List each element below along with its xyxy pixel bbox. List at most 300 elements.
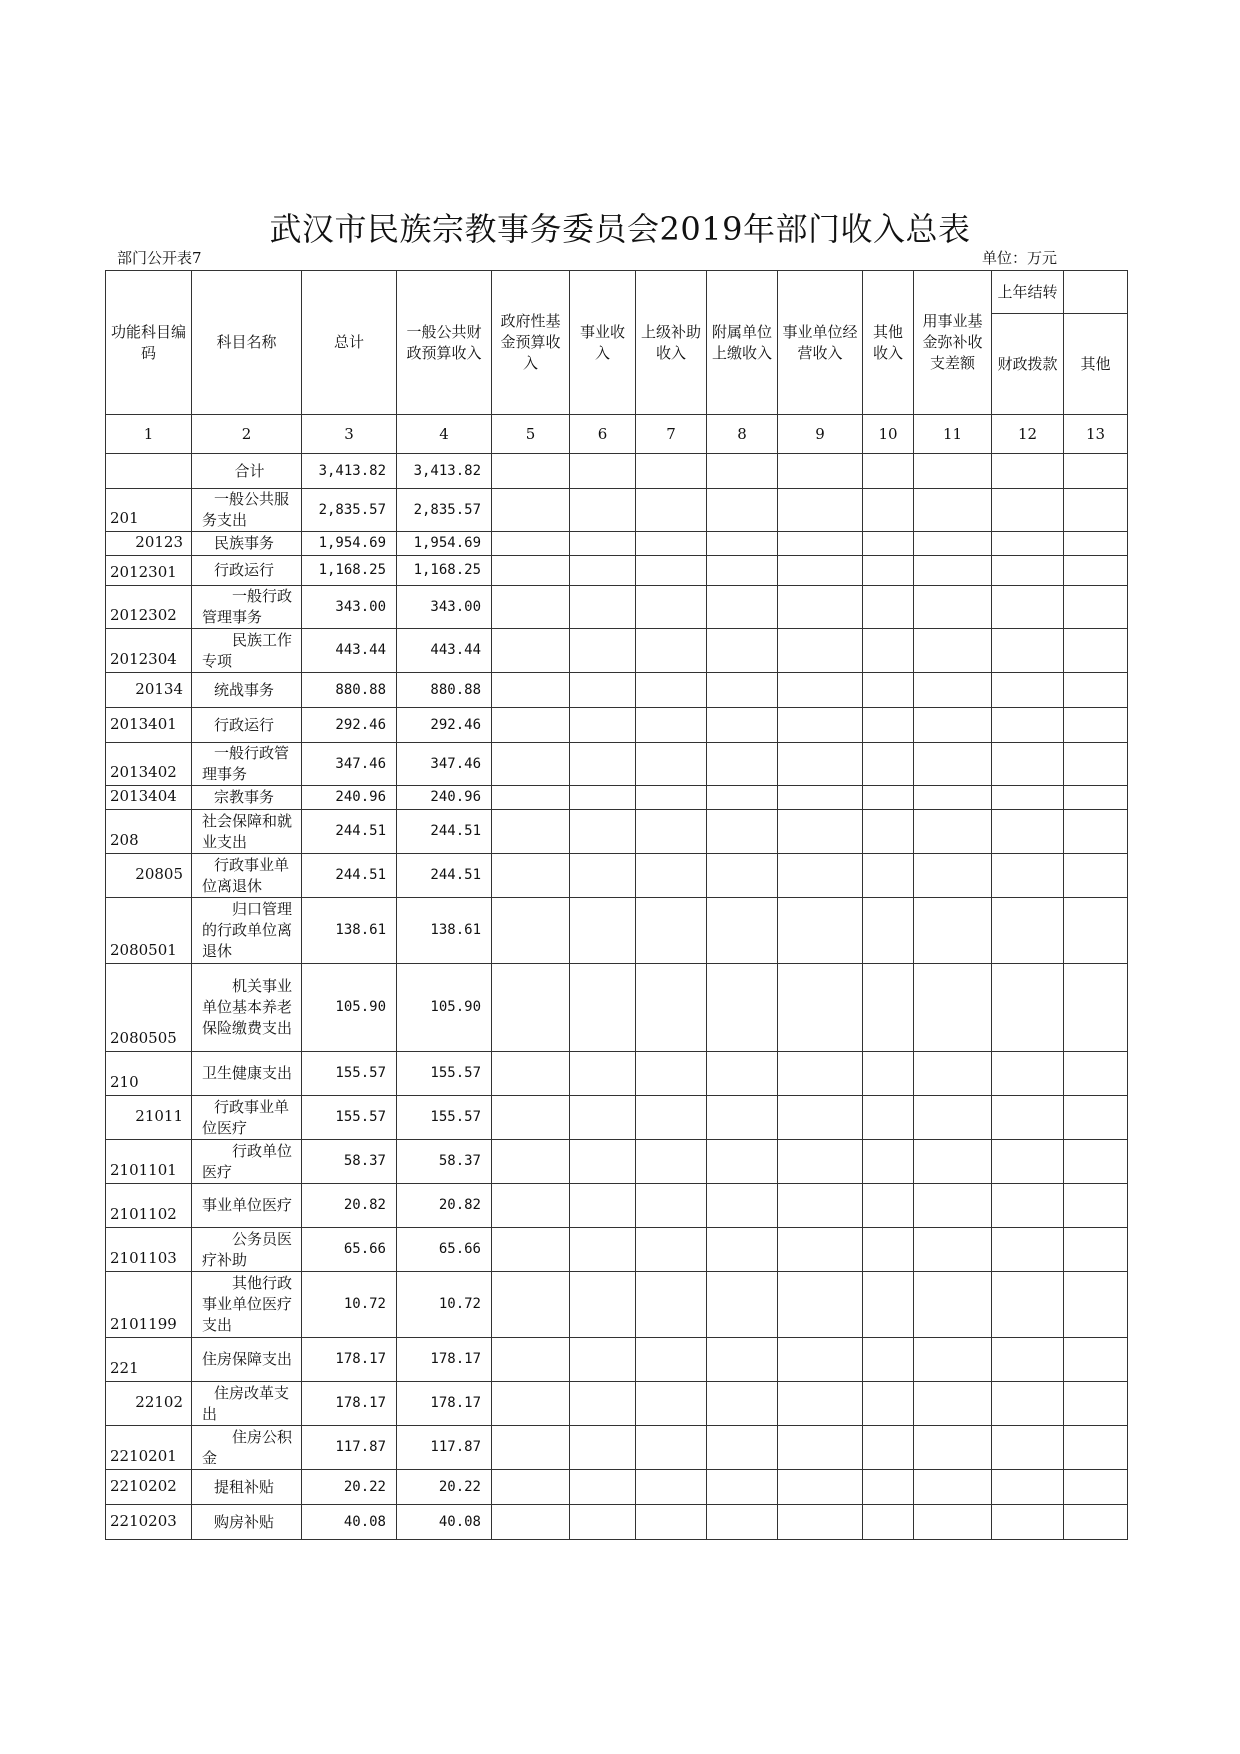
code-cell: 2013401: [106, 708, 192, 743]
header-name: 科目名称: [192, 271, 302, 415]
empty-cell: [707, 854, 778, 898]
empty-cell: [778, 556, 863, 586]
empty-cell: [570, 786, 636, 810]
empty-cell: [914, 1470, 992, 1505]
empty-cell: [778, 1426, 863, 1470]
empty-cell: [863, 708, 914, 743]
code-cell: 2210203: [106, 1505, 192, 1540]
empty-cell: [570, 854, 636, 898]
empty-cell: [1064, 673, 1128, 708]
empty-cell: [570, 1505, 636, 1540]
empty-cell: [570, 708, 636, 743]
table-row: [106, 532, 1128, 556]
empty-cell: [863, 1096, 914, 1140]
empty-cell: [992, 1505, 1064, 1540]
empty-cell: [914, 786, 992, 810]
empty-cell: [914, 810, 992, 854]
empty-cell: [636, 532, 707, 556]
empty-cell: [492, 708, 570, 743]
empty-cell: [707, 1338, 778, 1382]
empty-cell: [707, 556, 778, 586]
name-cell: 归口管理的行政单位离退休: [192, 898, 302, 964]
empty-cell: [570, 1426, 636, 1470]
empty-cell: [1064, 1338, 1128, 1382]
empty-cell: [778, 1470, 863, 1505]
general-budget-cell: 117.87: [397, 1426, 492, 1470]
empty-cell: [992, 489, 1064, 532]
empty-cell: [778, 489, 863, 532]
general-budget-cell: 58.37: [397, 1140, 492, 1184]
empty-cell: [636, 1470, 707, 1505]
empty-cell: [992, 743, 1064, 786]
general-budget-cell: 880.88: [397, 673, 492, 708]
empty-cell: [1064, 1272, 1128, 1338]
empty-cell: [492, 1228, 570, 1272]
empty-cell: [914, 1052, 992, 1096]
empty-cell: [636, 898, 707, 964]
empty-cell: [778, 454, 863, 489]
header-carryover-other: 其他: [1064, 314, 1128, 415]
empty-cell: [914, 1140, 992, 1184]
name-cell: 提租补贴: [192, 1470, 302, 1505]
code-cell: 2012302: [106, 586, 192, 629]
empty-cell: [992, 673, 1064, 708]
general-budget-cell: 347.46: [397, 743, 492, 786]
name-cell: 事业单位医疗: [192, 1184, 302, 1228]
empty-cell: [992, 1184, 1064, 1228]
empty-cell: [570, 1096, 636, 1140]
total-cell: 20.82: [302, 1184, 397, 1228]
name-cell: 住房改革支出: [192, 1382, 302, 1426]
total-cell: 10.72: [302, 1272, 397, 1338]
empty-cell: [570, 454, 636, 489]
empty-cell: [492, 786, 570, 810]
code-cell: [106, 454, 192, 489]
header-affiliated-payment: 附属单位上缴收入: [707, 271, 778, 415]
code-cell: 20134: [106, 673, 192, 708]
empty-cell: [778, 1272, 863, 1338]
empty-cell: [914, 629, 992, 673]
header-carryover-blank: [1064, 271, 1128, 314]
empty-cell: [778, 786, 863, 810]
general-budget-cell: 343.00: [397, 586, 492, 629]
empty-cell: [492, 1426, 570, 1470]
total-cell: 155.57: [302, 1096, 397, 1140]
empty-cell: [707, 673, 778, 708]
empty-cell: [707, 532, 778, 556]
empty-cell: [1064, 1426, 1128, 1470]
empty-cell: [992, 1338, 1064, 1382]
general-budget-cell: 138.61: [397, 898, 492, 964]
general-budget-cell: 178.17: [397, 1382, 492, 1426]
empty-cell: [707, 1096, 778, 1140]
empty-cell: [636, 1184, 707, 1228]
empty-cell: [992, 1228, 1064, 1272]
empty-cell: [1064, 1096, 1128, 1140]
empty-cell: [863, 673, 914, 708]
empty-cell: [914, 743, 992, 786]
empty-cell: [570, 810, 636, 854]
empty-cell: [707, 1052, 778, 1096]
empty-cell: [707, 810, 778, 854]
empty-cell: [707, 454, 778, 489]
table-row: [106, 964, 1128, 1052]
empty-cell: [570, 489, 636, 532]
general-budget-cell: 155.57: [397, 1096, 492, 1140]
empty-cell: [914, 454, 992, 489]
table-row: [106, 1470, 1128, 1505]
empty-cell: [636, 743, 707, 786]
total-cell: 292.46: [302, 708, 397, 743]
general-budget-cell: 240.96: [397, 786, 492, 810]
empty-cell: [492, 586, 570, 629]
empty-cell: [863, 1272, 914, 1338]
empty-cell: [863, 1338, 914, 1382]
empty-cell: [570, 1140, 636, 1184]
total-cell: 1,954.69: [302, 532, 397, 556]
empty-cell: [914, 673, 992, 708]
empty-cell: [992, 708, 1064, 743]
empty-cell: [570, 1228, 636, 1272]
empty-cell: [707, 586, 778, 629]
empty-cell: [992, 898, 1064, 964]
code-cell: 221: [106, 1338, 192, 1382]
empty-cell: [1064, 1140, 1128, 1184]
name-cell: 合计: [192, 454, 302, 489]
page-title: 武汉市民族宗教事务委员会2019年部门收入总表: [269, 210, 971, 248]
table-row: [106, 1426, 1128, 1470]
total-cell: 240.96: [302, 786, 397, 810]
empty-cell: [863, 810, 914, 854]
empty-cell: [992, 454, 1064, 489]
header-carryover-group: 上年结转: [992, 271, 1064, 314]
empty-cell: [492, 810, 570, 854]
code-cell: 208: [106, 810, 192, 854]
general-budget-cell: 105.90: [397, 964, 492, 1052]
empty-cell: [778, 1228, 863, 1272]
empty-cell: [570, 586, 636, 629]
empty-cell: [863, 1052, 914, 1096]
empty-cell: [636, 1505, 707, 1540]
empty-cell: [492, 532, 570, 556]
total-cell: 155.57: [302, 1052, 397, 1096]
empty-cell: [778, 810, 863, 854]
total-cell: 244.51: [302, 810, 397, 854]
table-row: [106, 743, 1128, 786]
empty-cell: [1064, 708, 1128, 743]
empty-cell: [707, 1228, 778, 1272]
name-cell: 行政运行: [192, 708, 302, 743]
code-cell: 2210201: [106, 1426, 192, 1470]
name-cell: 卫生健康支出: [192, 1052, 302, 1096]
empty-cell: [570, 1382, 636, 1426]
table-row: [106, 810, 1128, 854]
empty-cell: [570, 898, 636, 964]
empty-cell: [707, 489, 778, 532]
table-row: [106, 629, 1128, 673]
column-index-row: [106, 415, 1128, 454]
empty-cell: [492, 1052, 570, 1096]
empty-cell: [1064, 556, 1128, 586]
index-cell: 7: [636, 415, 707, 454]
empty-cell: [570, 1272, 636, 1338]
empty-cell: [992, 1272, 1064, 1338]
empty-cell: [570, 1184, 636, 1228]
empty-cell: [778, 1505, 863, 1540]
empty-cell: [778, 708, 863, 743]
total-cell: 880.88: [302, 673, 397, 708]
empty-cell: [1064, 898, 1128, 964]
code-cell: 20123: [106, 532, 192, 556]
total-cell: 138.61: [302, 898, 397, 964]
empty-cell: [992, 586, 1064, 629]
code-cell: 2013404: [106, 786, 192, 810]
empty-cell: [707, 1184, 778, 1228]
general-budget-cell: 20.22: [397, 1470, 492, 1505]
table-row: [106, 786, 1128, 810]
empty-cell: [492, 629, 570, 673]
total-cell: 1,168.25: [302, 556, 397, 586]
table-row: [106, 854, 1128, 898]
code-cell: 21011: [106, 1096, 192, 1140]
name-cell: 住房保障支出: [192, 1338, 302, 1382]
empty-cell: [636, 1096, 707, 1140]
empty-cell: [992, 1096, 1064, 1140]
empty-cell: [570, 532, 636, 556]
empty-cell: [636, 629, 707, 673]
empty-cell: [992, 629, 1064, 673]
name-cell: 统战事务: [192, 673, 302, 708]
empty-cell: [778, 1052, 863, 1096]
code-cell: 210: [106, 1052, 192, 1096]
empty-cell: [707, 708, 778, 743]
empty-cell: [1064, 1184, 1128, 1228]
empty-cell: [707, 786, 778, 810]
empty-cell: [1064, 1505, 1128, 1540]
name-cell: 一般行政管理事务: [192, 743, 302, 786]
empty-cell: [914, 1338, 992, 1382]
index-cell: 5: [492, 415, 570, 454]
general-budget-cell: 10.72: [397, 1272, 492, 1338]
name-cell: 宗教事务: [192, 786, 302, 810]
index-cell: 10: [863, 415, 914, 454]
name-cell: 行政单位医疗: [192, 1140, 302, 1184]
table-row: [106, 586, 1128, 629]
code-cell: 2210202: [106, 1470, 192, 1505]
name-cell: 机关事业单位基本养老保险缴费支出: [192, 964, 302, 1052]
name-cell: 行政事业单位离退休: [192, 854, 302, 898]
total-cell: 343.00: [302, 586, 397, 629]
code-cell: 2080505: [106, 964, 192, 1052]
empty-cell: [636, 964, 707, 1052]
empty-cell: [570, 1470, 636, 1505]
empty-cell: [492, 1505, 570, 1540]
index-cell: 13: [1064, 415, 1128, 454]
empty-cell: [707, 898, 778, 964]
empty-cell: [863, 743, 914, 786]
empty-cell: [778, 964, 863, 1052]
empty-cell: [707, 1382, 778, 1426]
empty-cell: [1064, 786, 1128, 810]
empty-cell: [636, 586, 707, 629]
empty-cell: [636, 1338, 707, 1382]
empty-cell: [863, 532, 914, 556]
empty-cell: [636, 786, 707, 810]
general-budget-cell: 65.66: [397, 1228, 492, 1272]
empty-cell: [992, 1382, 1064, 1426]
empty-cell: [992, 786, 1064, 810]
code-cell: 2013402: [106, 743, 192, 786]
header-carryover-fiscal: 财政拨款: [992, 314, 1064, 415]
empty-cell: [636, 1140, 707, 1184]
empty-cell: [636, 708, 707, 743]
header-business-income: 事业收入: [570, 271, 636, 415]
total-cell: 40.08: [302, 1505, 397, 1540]
empty-cell: [1064, 1382, 1128, 1426]
empty-cell: [992, 556, 1064, 586]
empty-cell: [707, 1470, 778, 1505]
name-cell: 其他行政事业单位医疗支出: [192, 1272, 302, 1338]
empty-cell: [863, 964, 914, 1052]
name-cell: 行政事业单位医疗: [192, 1096, 302, 1140]
general-budget-cell: 20.82: [397, 1184, 492, 1228]
header-gov-fund: 政府性基金预算收入: [492, 271, 570, 415]
header-other-income: 其他收入: [863, 271, 914, 415]
header-fund-offset: 用事业基金弥补收支差额: [914, 271, 992, 415]
header-business-operation: 事业单位经营收入: [778, 271, 863, 415]
empty-cell: [492, 964, 570, 1052]
code-cell: 2012304: [106, 629, 192, 673]
general-budget-cell: 178.17: [397, 1338, 492, 1382]
empty-cell: [863, 898, 914, 964]
total-cell: 244.51: [302, 854, 397, 898]
empty-cell: [1064, 1470, 1128, 1505]
empty-cell: [570, 743, 636, 786]
empty-cell: [492, 1338, 570, 1382]
empty-cell: [863, 489, 914, 532]
empty-cell: [636, 1052, 707, 1096]
general-budget-cell: 244.51: [397, 810, 492, 854]
empty-cell: [707, 964, 778, 1052]
table-row: [106, 1184, 1128, 1228]
general-budget-cell: 155.57: [397, 1052, 492, 1096]
empty-cell: [914, 556, 992, 586]
empty-cell: [992, 810, 1064, 854]
index-cell: 1: [106, 415, 192, 454]
total-cell: 178.17: [302, 1338, 397, 1382]
code-cell: 2101103: [106, 1228, 192, 1272]
index-cell: 3: [302, 415, 397, 454]
empty-cell: [636, 1382, 707, 1426]
header-total: 总计: [302, 271, 397, 415]
table-row: [106, 708, 1128, 743]
general-budget-cell: 443.44: [397, 629, 492, 673]
empty-cell: [707, 1140, 778, 1184]
empty-cell: [707, 743, 778, 786]
empty-cell: [636, 489, 707, 532]
empty-cell: [863, 854, 914, 898]
table-row: [106, 898, 1128, 964]
header-code: 功能科目编码: [106, 271, 192, 415]
table-row: [106, 454, 1128, 489]
empty-cell: [707, 629, 778, 673]
name-cell: 社会保障和就业支出: [192, 810, 302, 854]
total-cell: 58.37: [302, 1140, 397, 1184]
empty-cell: [570, 673, 636, 708]
empty-cell: [1064, 743, 1128, 786]
empty-cell: [1064, 1228, 1128, 1272]
empty-cell: [914, 1272, 992, 1338]
total-cell: 347.46: [302, 743, 397, 786]
empty-cell: [707, 1272, 778, 1338]
empty-cell: [570, 964, 636, 1052]
table-row: [106, 1052, 1128, 1096]
total-cell: 2,835.57: [302, 489, 397, 532]
empty-cell: [863, 1382, 914, 1426]
table-row: [106, 556, 1128, 586]
index-cell: 9: [778, 415, 863, 454]
empty-cell: [778, 586, 863, 629]
empty-cell: [1064, 854, 1128, 898]
empty-cell: [992, 532, 1064, 556]
empty-cell: [570, 556, 636, 586]
empty-cell: [492, 854, 570, 898]
empty-cell: [914, 1096, 992, 1140]
empty-cell: [914, 532, 992, 556]
empty-cell: [914, 1505, 992, 1540]
code-cell: 2012301: [106, 556, 192, 586]
empty-cell: [636, 1272, 707, 1338]
empty-cell: [492, 1272, 570, 1338]
index-cell: 11: [914, 415, 992, 454]
total-cell: 3,413.82: [302, 454, 397, 489]
empty-cell: [492, 1096, 570, 1140]
empty-cell: [492, 1184, 570, 1228]
empty-cell: [1064, 964, 1128, 1052]
empty-cell: [492, 1140, 570, 1184]
name-cell: 行政运行: [192, 556, 302, 586]
table-row: [106, 1096, 1128, 1140]
empty-cell: [992, 1140, 1064, 1184]
empty-cell: [1064, 489, 1128, 532]
empty-cell: [1064, 810, 1128, 854]
name-cell: 民族工作专项: [192, 629, 302, 673]
empty-cell: [636, 673, 707, 708]
table-label: 部门公开表7: [117, 249, 202, 267]
empty-cell: [1064, 532, 1128, 556]
empty-cell: [636, 1228, 707, 1272]
code-cell: 201: [106, 489, 192, 532]
empty-cell: [863, 786, 914, 810]
empty-cell: [570, 1338, 636, 1382]
empty-cell: [914, 708, 992, 743]
empty-cell: [778, 854, 863, 898]
total-cell: 117.87: [302, 1426, 397, 1470]
empty-cell: [1064, 629, 1128, 673]
income-summary-table: [105, 270, 1128, 1540]
general-budget-cell: 1,954.69: [397, 532, 492, 556]
empty-cell: [570, 629, 636, 673]
index-cell: 8: [707, 415, 778, 454]
empty-cell: [778, 898, 863, 964]
empty-cell: [778, 743, 863, 786]
total-cell: 20.22: [302, 1470, 397, 1505]
empty-cell: [492, 454, 570, 489]
empty-cell: [1064, 1052, 1128, 1096]
code-cell: 2101102: [106, 1184, 192, 1228]
code-cell: 2101101: [106, 1140, 192, 1184]
code-cell: 2101199: [106, 1272, 192, 1338]
